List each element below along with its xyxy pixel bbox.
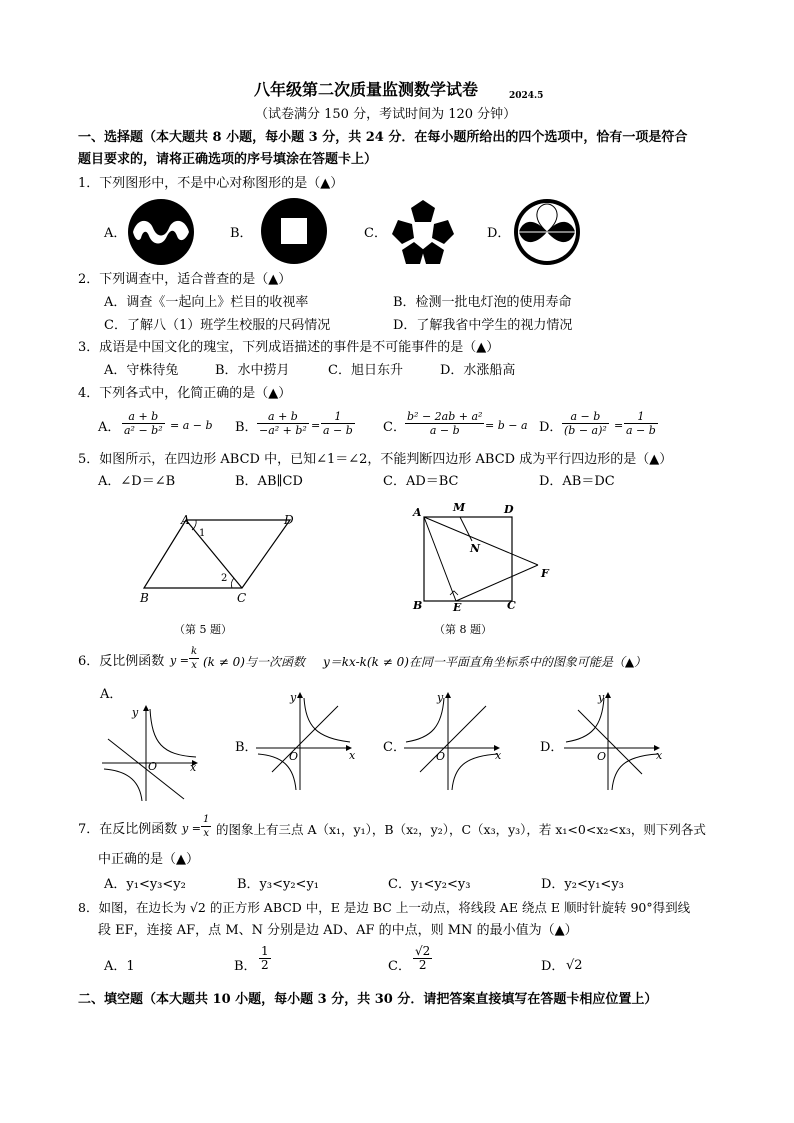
q6-graph-b — [254, 692, 354, 792]
q8-stem-l1: 8．如图，在边长为 √2 的正方形 ABCD 中，E 是边 BC 上一动点，将线段 AE 绕点 E 顺时针旋转 90°得到线 — [78, 900, 691, 915]
q4-opt-c: C． — [383, 420, 406, 435]
q1-figure-b — [260, 196, 328, 266]
q1-opt-c-label: C． — [364, 226, 387, 241]
q8-opt-c: C． — [388, 959, 411, 974]
q4-d-fraction: $\frac{a - b}{\text{(b − a)²}}$ — [564, 410, 607, 437]
q4-opt-b: B． — [235, 420, 258, 435]
fig5-label-b: B — [140, 591, 149, 605]
q3-opt-c: C．旭日东升 — [328, 363, 403, 378]
q5-figure — [130, 505, 310, 610]
q2-opt-a: A．调查《一起向上》栏目的收视率 — [104, 295, 309, 310]
q8-opt-d: D． — [541, 959, 565, 974]
q5-opt-d: D．AB＝DC — [539, 474, 615, 489]
section2-heading: 二、填空题（本大题共 10 小题，每小题 3 分，共 30 分．请把答案直接填写在答题卡相应位置上） — [78, 992, 658, 1007]
fig8-label-c: C — [507, 599, 516, 612]
q1-figure-a — [127, 198, 195, 266]
fig8-label-e: E — [453, 601, 462, 614]
q7-opt-b: B．y₃<y₂<y₁ — [237, 877, 320, 892]
fig8-label-a: A — [413, 506, 422, 519]
q6-stem-mid: (k ≠ 0)与一次函数 — [203, 655, 305, 669]
q5-opt-c: C．AD＝BC — [383, 474, 459, 489]
q8-opt-b: B． — [234, 959, 257, 974]
q1-opt-b-label: B． — [230, 226, 253, 241]
q6a-y: y — [132, 706, 139, 719]
q6-fraction: $\frac{k}{x}$ — [191, 646, 198, 671]
q2-stem: 2．下列调查中，适合普查的是（▲） — [78, 272, 292, 287]
q6-stem-pre: 6．反比例函数 — [78, 654, 165, 669]
q6a-origin: O — [148, 760, 158, 773]
q7-stem-l2: 中正确的是（▲） — [98, 852, 199, 867]
page-title: 八年级第二次质量监测数学试卷 — [254, 80, 479, 99]
section1-heading: 一、选择题（本大题共 8 小题，每小题 3 分，共 24 分．在每小题所给出的四个选项中，恰有一项是符合 — [78, 130, 688, 145]
q7-fraction: $\frac{1}{x}$ — [203, 814, 210, 839]
q4-b-fraction: $\frac{a + b}{\text{−a² + b²}}$ — [259, 410, 307, 437]
q6c-x: x — [495, 749, 502, 762]
q4-c-rhs: = b − a — [485, 419, 528, 432]
fig8-label-n: N — [470, 542, 481, 555]
q5-stem: 5．如图所示，在四边形 ABCD 中，已知∠1＝∠2，不能判断四边形 ABCD 成为平行四边形的是（▲） — [78, 452, 673, 467]
fig8-caption: （第 8 题） — [434, 623, 492, 636]
q4-b-equals: = — [311, 419, 321, 432]
q7-y-eq: y = — [182, 822, 201, 835]
q5-opt-b: B．AB∥CD — [235, 474, 303, 489]
q6-opt-b: B． — [235, 740, 258, 755]
q1-figure-c — [388, 198, 458, 268]
q2-opt-d: D．了解我省中学生的视力情况 — [393, 318, 573, 333]
q6b-x: x — [349, 749, 356, 762]
q1-opt-a-label: A． — [104, 226, 127, 241]
q6-opt-d: D． — [540, 740, 564, 755]
fig5-angle-1: 1 — [199, 528, 206, 539]
q6b-origin: O — [289, 750, 299, 763]
q6b-y: y — [290, 691, 297, 704]
q3-opt-b: B．水中捞月 — [215, 363, 290, 378]
fig8-label-b: B — [413, 599, 423, 612]
q6-opt-c: C． — [383, 740, 406, 755]
fig5-label-c: C — [237, 591, 247, 605]
q4-b-rhs: $\frac{1}{a - b}$ — [323, 410, 353, 437]
q5-opt-a: A．∠D＝∠B — [98, 474, 176, 489]
q7-opt-c: C．y₁<y₂<y₃ — [388, 877, 471, 892]
q8-opt-a: A．1 — [104, 959, 135, 974]
q6c-y: y — [437, 691, 444, 704]
exam-date: 2024.5 — [509, 91, 544, 101]
q6d-x: x — [656, 749, 663, 762]
q4-a-rhs: = a − b — [170, 419, 213, 432]
q8-c-fraction: $\frac{√2}{2}$ — [415, 944, 431, 972]
section1-heading-l2: 题目要求的，请将正确选项的序号填涂在答题卡上） — [78, 152, 378, 167]
fig8-label-m: M — [453, 501, 466, 514]
q7-stem-post: 的图象上有三点 A（x₁，y₁），B（x₂，y₂），C（x₃，y₃），若 x₁<0<x₂<x₃，则下列各式 — [216, 822, 706, 837]
q1-opt-d-label: D． — [487, 226, 511, 241]
fig5-angle-2: 2 — [221, 573, 228, 584]
q4-opt-d: D． — [539, 420, 563, 435]
q8-stem-l2: 段 EF，连接 AF，点 M、N 分别是边 AD、AF 的中点，则 MN 的最小值为（▲） — [98, 923, 578, 938]
q2-opt-c: C．了解八（1）班学生校服的尺码情况 — [104, 318, 331, 333]
q4-opt-a: A． — [98, 420, 121, 435]
fig8-label-d: D — [504, 503, 514, 516]
q4-c-fraction: $\frac{\text{b² − 2ab + a²}}{a - b}$ — [407, 410, 483, 437]
page-subtitle: （试卷满分 150 分，考试时间为 120 分钟） — [255, 107, 517, 122]
q4-a-fraction: $\frac{a + b}{\text{a² − b²}}$ — [124, 410, 163, 437]
q6-graph-d — [562, 692, 662, 792]
q2-opt-b: B．检测一批电灯泡的使用寿命 — [393, 295, 572, 310]
q7-opt-a: A．y₁<y₃<y₂ — [104, 877, 186, 892]
q7-opt-d: D．y₂<y₁<y₃ — [541, 877, 624, 892]
fig5-label-d: D — [284, 513, 294, 527]
q6d-origin: O — [597, 750, 607, 763]
q4-d-equals: = — [614, 419, 624, 432]
q3-opt-a: A．守株待兔 — [104, 363, 179, 378]
q6-opt-a: A． — [100, 687, 123, 702]
q8-b-fraction: $\frac{1}{2}$ — [261, 944, 269, 972]
q6-y-eq: y = — [170, 654, 189, 667]
fig8-label-f: F — [541, 567, 549, 580]
q6-graph-a — [100, 705, 200, 803]
q8-figure — [410, 505, 560, 610]
q4-d-rhs: $\frac{1}{a - b}$ — [626, 410, 656, 437]
q6-stem-mid2: y＝kx-k(k ≠ 0)在同一平面直角坐标系中的图象可能是（▲） — [323, 655, 647, 669]
fig5-caption: （第 5 题） — [174, 623, 232, 636]
q6a-x: x — [190, 761, 197, 774]
q6c-origin: O — [436, 750, 446, 763]
q3-opt-d: D．水涨船高 — [440, 363, 516, 378]
q6-graph-c — [402, 692, 502, 792]
q4-stem: 4．下列各式中，化简正确的是（▲） — [78, 386, 292, 401]
q6d-y: y — [598, 691, 605, 704]
q1-stem: 1．下列图形中，不是中心对称图形的是（▲） — [78, 176, 344, 191]
q3-stem: 3．成语是中国文化的瑰宝，下列成语描述的事件是不可能事件的是（▲） — [78, 340, 500, 355]
q1-figure-d — [513, 198, 581, 266]
q7-stem-pre: 7．在反比例函数 — [78, 822, 178, 837]
q8-d-value: √2 — [566, 958, 583, 973]
fig5-label-a: A — [181, 513, 190, 527]
